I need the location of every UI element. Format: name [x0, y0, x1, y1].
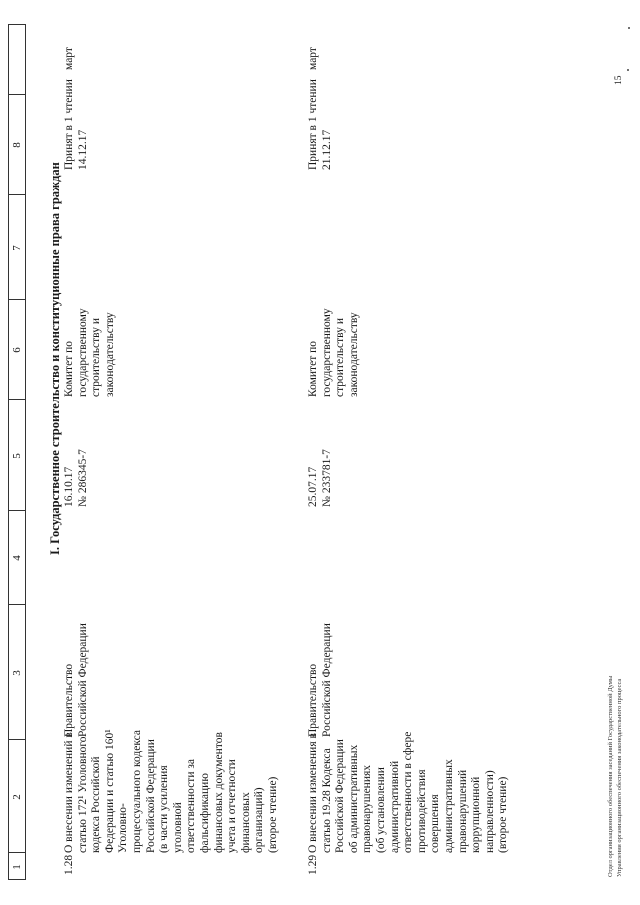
column-divider — [8, 852, 26, 853]
column-divider — [8, 299, 26, 300]
column-divider — [8, 94, 26, 95]
scan-speck — [627, 69, 629, 71]
committee-line: государственному — [76, 308, 89, 397]
bill-title-line: фальсификацию — [199, 773, 211, 853]
bill-title-line: правонарушений — [456, 769, 469, 853]
initiator-line: Правительство — [63, 663, 75, 737]
column-number: 7 — [11, 245, 23, 251]
column-number: 2 — [11, 794, 23, 800]
row-number: 1.29 — [307, 854, 319, 875]
registration-line: № 233781-7 — [320, 449, 333, 507]
committee-line: законодательству — [347, 312, 360, 397]
bill-title-line: Федерации и статью 160¹ — [103, 729, 116, 853]
bill-title-line: кодекса Российской — [90, 756, 103, 853]
bill-title-line: процессуального кодекса — [131, 729, 143, 853]
column-number: 5 — [11, 453, 23, 459]
committee-line: строительству и — [90, 318, 103, 397]
bill-title-line: коррупционной — [470, 776, 483, 853]
bill-title-line: учета и отчетности — [226, 759, 239, 853]
bill-title-line: направленности) — [483, 770, 496, 853]
committee-line: Комитет по — [307, 341, 319, 397]
bill-title-line: противодействия — [415, 769, 428, 853]
status-line: 21.12.17 — [320, 129, 333, 170]
bill-title-line: (второе чтение) — [267, 776, 279, 853]
bill-title-line: финансовых — [239, 792, 252, 853]
bill-title-line: (об установлении — [375, 767, 387, 853]
committee-line: государственному — [320, 308, 333, 397]
status-line: Принят в 1 чтении — [63, 79, 75, 170]
bill-title-line: финансовых документов — [212, 732, 225, 853]
scan-speck — [628, 27, 630, 29]
column-number: 8 — [11, 142, 23, 148]
table-border — [8, 24, 26, 25]
bill-title-line: Российской Федерации — [144, 739, 157, 853]
column-number: 3 — [11, 670, 23, 676]
committee-line: Комитет по — [63, 341, 75, 397]
section-title: I. Государственное строительство и конституционные права граждан — [48, 162, 62, 555]
header-divider — [25, 24, 26, 880]
bill-title-line: О внесении изменений в — [63, 732, 75, 853]
footer-line: Управления организационного обеспечения законодательного процесса — [616, 678, 623, 877]
registration-line: 25.07.17 — [307, 466, 319, 507]
column-divider — [8, 510, 26, 511]
bill-title-line: правонарушениях — [361, 764, 374, 853]
column-divider — [8, 604, 26, 605]
bill-title-line: (второе чтение) — [497, 776, 510, 853]
bill-title-line: административной — [388, 760, 401, 853]
month: март — [307, 47, 319, 70]
column-number: 6 — [11, 347, 23, 353]
bill-title-line: О внесении изменения в — [307, 733, 319, 853]
initiator-line: Российской Федерации — [76, 623, 89, 737]
registration-line: 16.10.17 — [63, 466, 75, 507]
page-number: 15 — [614, 75, 624, 85]
column-divider — [8, 739, 26, 740]
initiator-line: Правительство — [307, 663, 319, 737]
bill-title-line: уголовной — [171, 802, 184, 853]
bill-title-line: совершения — [429, 794, 442, 853]
initiator-line: Российской Федерации — [320, 623, 333, 737]
footer-line: Отдел организационного обеспечения заседаний Государственной Думы — [607, 675, 614, 877]
bill-title-line: ответственности за — [185, 758, 198, 853]
month: март — [63, 47, 75, 70]
bill-title-line: статью 19.28 Кодекса — [320, 748, 333, 853]
registration-line: № 286345-7 — [76, 449, 89, 507]
bill-title-line: ответственности в сфере — [402, 731, 415, 853]
column-divider — [8, 194, 26, 195]
bill-title-line: административных — [443, 759, 455, 853]
column-divider — [8, 399, 26, 400]
bill-title-line: организаций) — [253, 787, 266, 853]
committee-line: законодательству — [103, 312, 116, 397]
status-line: Принят в 1 чтении — [307, 79, 319, 170]
table-border — [8, 24, 9, 880]
column-number: 1 — [11, 864, 23, 870]
bill-title-line: Уголовно- — [117, 803, 130, 853]
status-line: 14.12.17 — [76, 129, 89, 170]
bill-title-line: об административных — [347, 744, 360, 853]
bill-title-line: Российской Федерации — [334, 739, 347, 853]
committee-line: строительству и — [334, 318, 347, 397]
bill-title-line: статью 172¹ Уголовного — [76, 736, 89, 853]
table-border — [8, 879, 26, 880]
row-number: 1.28 — [63, 854, 75, 875]
column-number: 4 — [11, 555, 23, 561]
bill-title-line: (в части усиления — [158, 765, 171, 853]
